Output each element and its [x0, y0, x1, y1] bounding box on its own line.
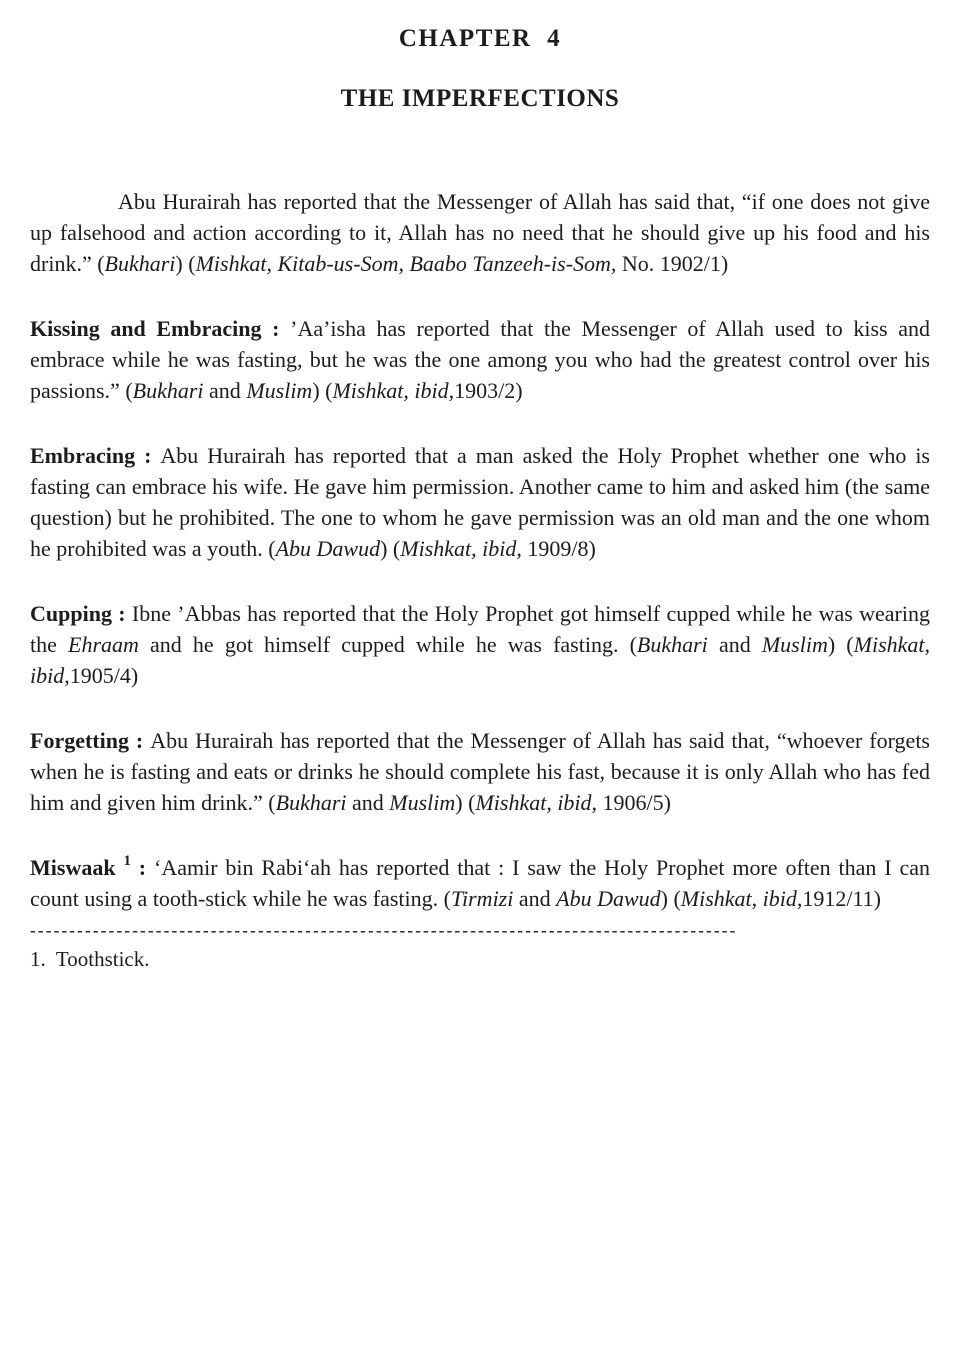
body-text: 1906/5) [597, 790, 671, 815]
citation-italic: Muslim [761, 632, 828, 657]
body-paragraphs [30, 186, 930, 914]
footnote-reference: 1 [123, 852, 131, 869]
body-text: Abu Hurairah has reported that a man asked the Holy Prophet whether one who is fasting can embrace his wife. He gave him permission. Another came to him and asked him (the same question) but he prohibited. The one to whom he gave permission was an old man and the one whom he prohibited was a youth. ( [30, 443, 930, 561]
chapter-title: CHAPTER 4 [398, 25, 562, 52]
body-text: Abu Hurairah has reported that the Messenger of Allah has said that, “whoever forgets when he is fasting and eats or drinks he should complete his fast, because it is only Allah who has fed him and given him drink.” ( [30, 728, 930, 815]
citation-italic: Mishkat, Kitab-us-Som, Baabo Tanzeeh-is-Som, [195, 251, 617, 276]
citation-italic: Muslim [246, 378, 313, 403]
body-text: ) ( [175, 251, 196, 276]
footnote-text: 1. Toothstick. [30, 947, 150, 971]
run-in-heading: Cupping : [30, 601, 132, 626]
run-in-heading: Kissing and Embracing : [30, 316, 291, 341]
citation-italic: Bukhari [275, 790, 347, 815]
paragraph-forgetting [30, 725, 930, 818]
citation-italic: Mishkat, ibid, [332, 378, 455, 403]
body-text: 1912/11) [802, 886, 882, 911]
paragraph-opening [30, 186, 930, 279]
citation-italic: Abu Dawud [275, 536, 381, 561]
citation-italic: Mishkat, ibid, [30, 632, 931, 688]
paragraph-kissing-and-embracing [30, 313, 930, 406]
paragraph-embracing [30, 440, 930, 564]
run-in-heading: Embracing : [30, 443, 161, 468]
body-text: ‘Aamir bin Rabi‘ah has reported that : I saw the Holy Prophet more often than I can count using a tooth-stick while he was fasting. ( [30, 855, 931, 911]
citation-italic: Abu Dawud [556, 886, 661, 911]
run-in-heading: Forgetting : [30, 728, 151, 753]
citation-italic: Mishkat, ibid, [680, 886, 803, 911]
run-in-heading: Miswaak [30, 855, 124, 880]
citation-italic: Mishkat, ibid, [475, 790, 598, 815]
body-text: ) ( [455, 790, 476, 815]
body-text: and he got himself cupped while he was fasting. ( [138, 632, 637, 657]
body-text: No. 1902/1) [616, 251, 729, 276]
section-title: THE IMPERFECTIONS [340, 85, 620, 112]
body-text: ) ( [660, 886, 681, 911]
body-text: 1905/4) [69, 663, 139, 688]
body-text: and [346, 790, 390, 815]
body-text: Ibne ’Abbas has reported that the Holy Prophet got himself cupped while he was wearing the [30, 601, 930, 657]
body-text: 1903/2) [454, 378, 523, 403]
body-text: ) ( [827, 632, 854, 657]
citation-italic: Bukhari [132, 378, 204, 403]
body-text: ) ( [380, 536, 401, 561]
paragraph-miswaak [30, 852, 930, 914]
body-text: and [203, 378, 247, 403]
paragraph-cupping [30, 598, 930, 691]
citation-italic: Muslim [389, 790, 456, 815]
citation-italic: Mishkat, ibid, [400, 536, 522, 561]
body-text: 1909/8) [521, 536, 596, 561]
footnote-separator: ------------------------------------------------------------------------------------------ [30, 921, 738, 940]
body-text: Abu Hurairah has reported that the Messenger of Allah has said that, “if one does not give up falsehood and action according to it, Allah has no need that he should give up his food and his drink.” ( [30, 189, 930, 276]
run-in-heading: : [130, 855, 155, 880]
citation-italic: Bukhari [636, 632, 708, 657]
citation-italic: Ehraam [68, 632, 139, 657]
body-text: ) ( [312, 378, 333, 403]
body-text: and [707, 632, 762, 657]
citation-italic: Bukhari [104, 251, 176, 276]
body-text: ’Aa’isha has reported that the Messenger of Allah used to kiss and embrace while he was fasting, but he was the one among you who had the greatest control over his passions.” ( [30, 316, 930, 403]
citation-italic: Tirmizi [450, 886, 514, 911]
body-text: and [513, 886, 557, 911]
